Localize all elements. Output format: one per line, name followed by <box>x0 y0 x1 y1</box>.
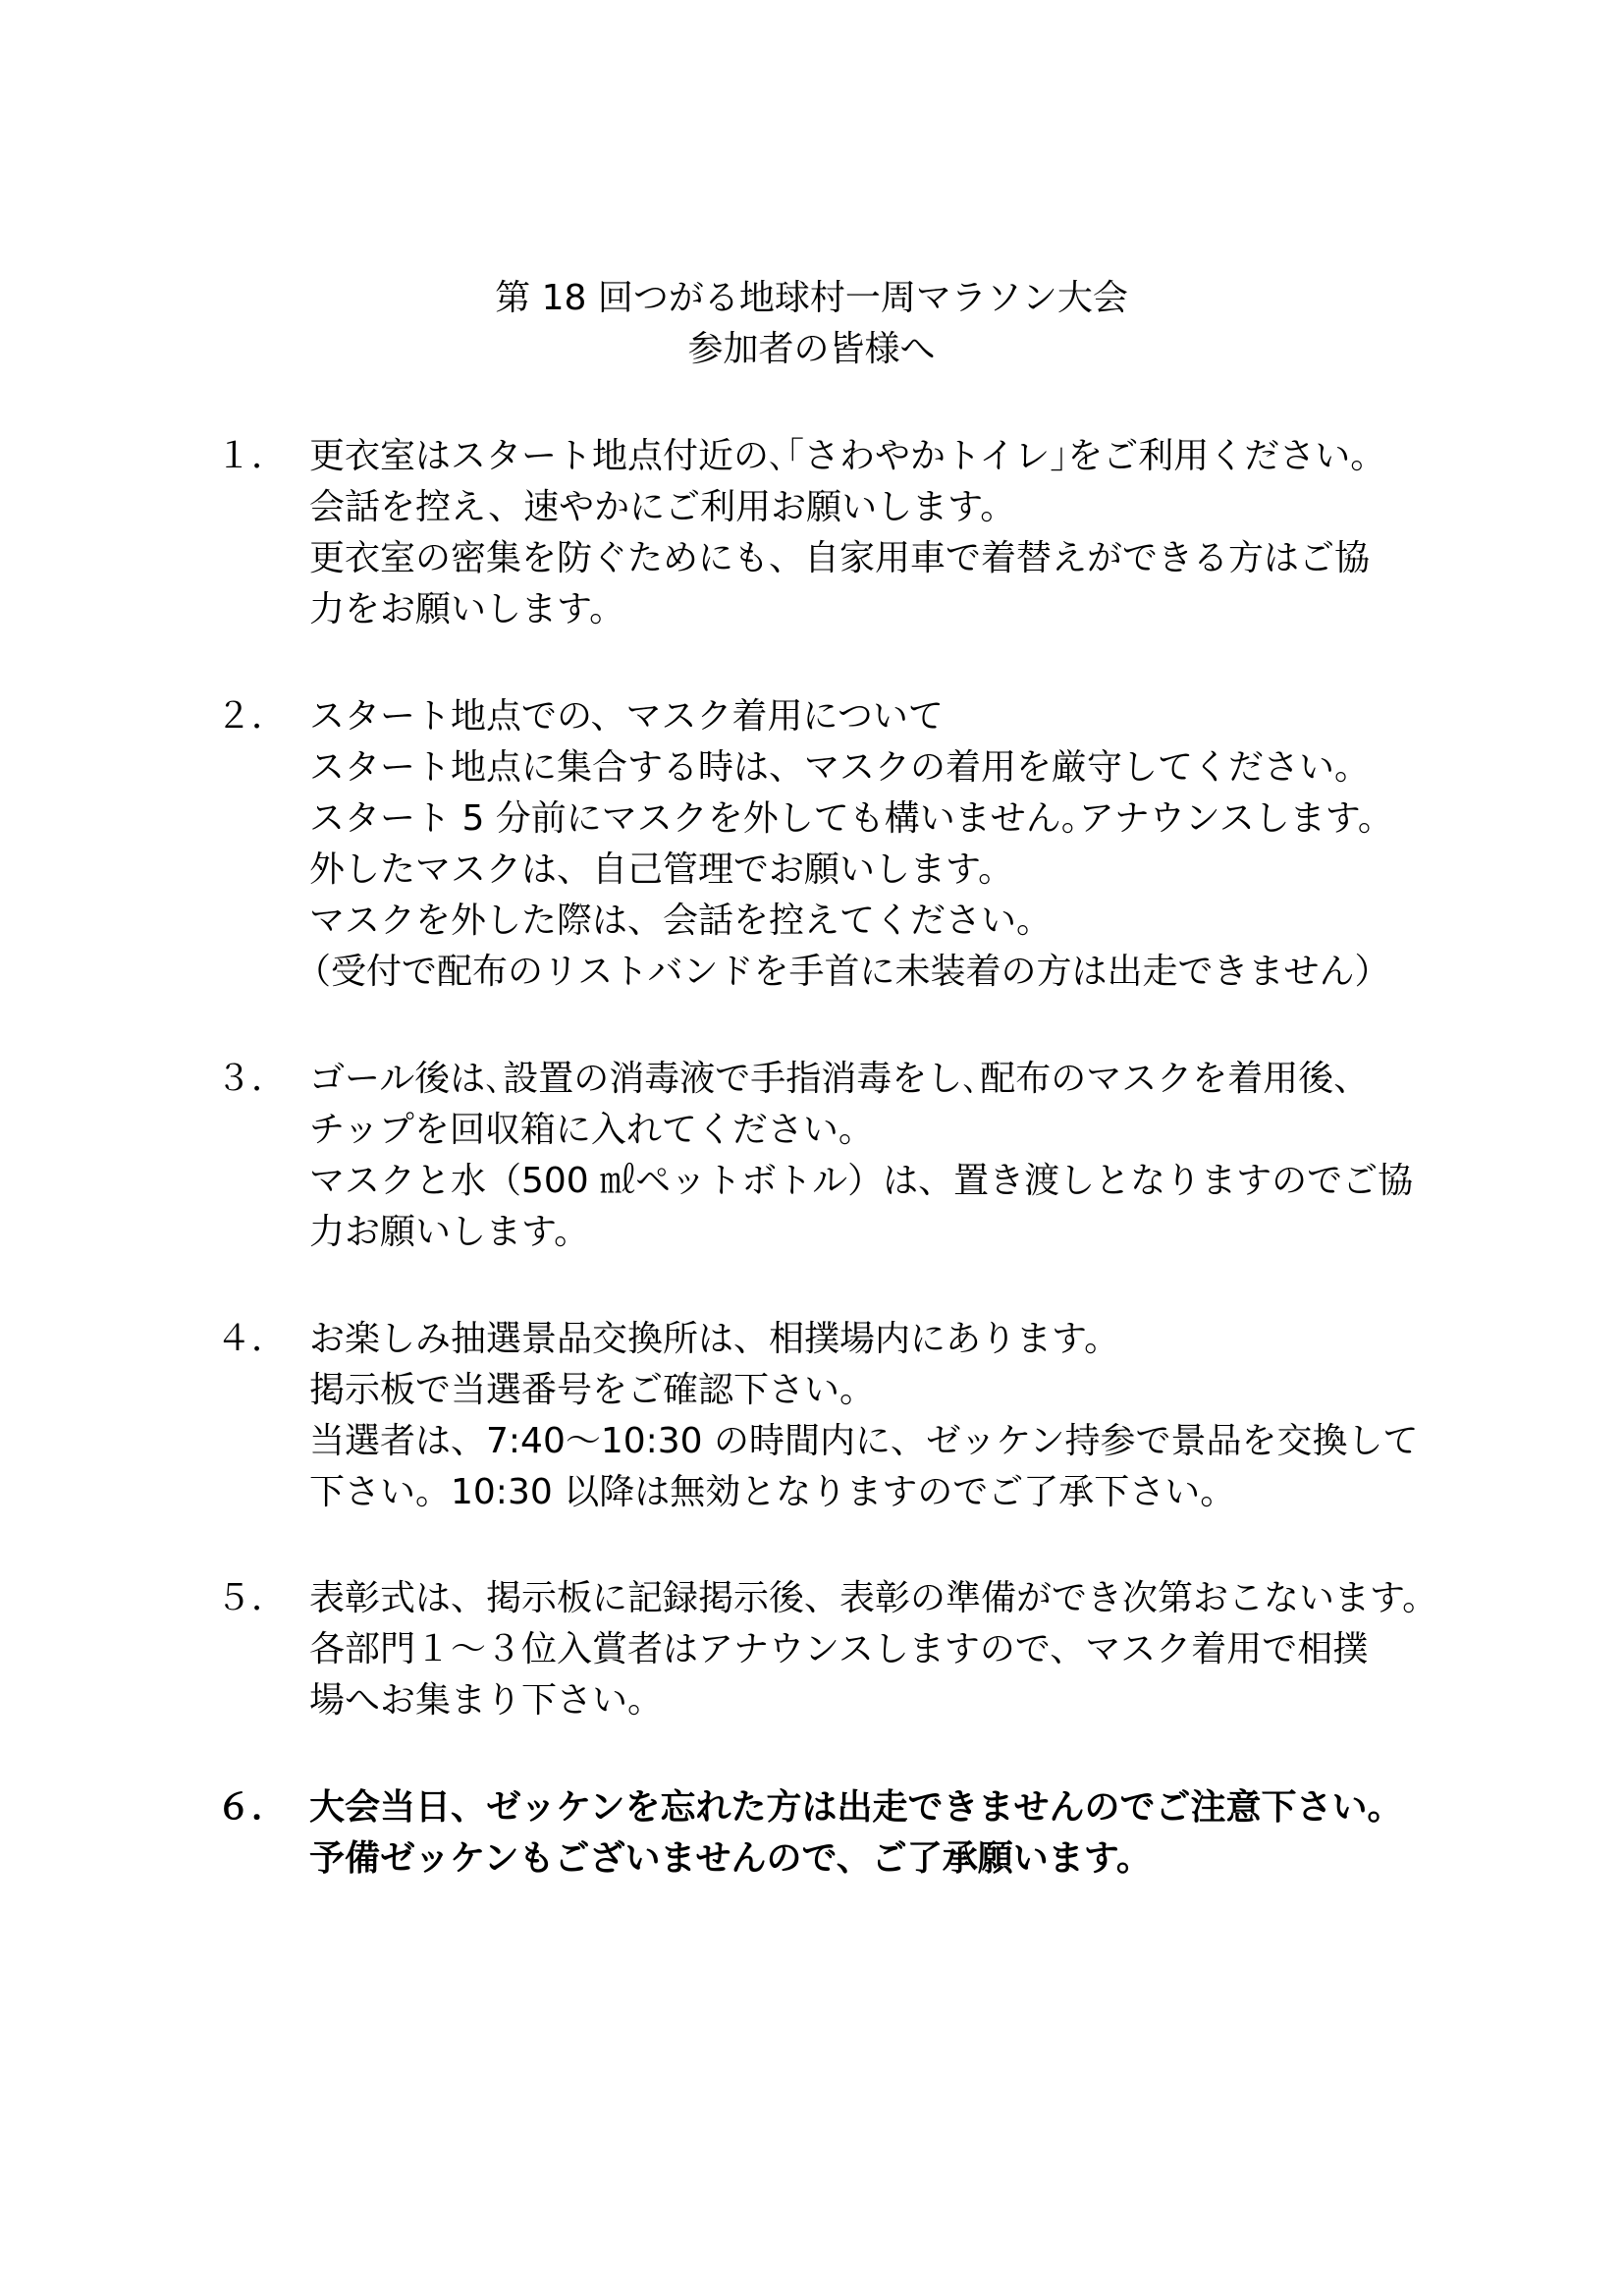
item-line: 更衣室の密集を防ぐためにも、自家用車で着替えができる方はご協 <box>309 538 1371 578</box>
item-line: チップを回収箱に入れてください。 <box>309 1110 874 1150</box>
item-number: ２． <box>216 696 288 737</box>
item-line: 予備ゼッケンもございませんので、ご了承願います。 <box>309 1838 1152 1879</box>
item-line: 大会当日、ゼッケンを忘れた方は出走できませんのでご注意下さい。 <box>309 1787 1403 1828</box>
item-line: 更衣室はスタート地点付近の､｢さわやかトイレ｣をご利用ください。 <box>309 436 1386 476</box>
item-number: １． <box>216 436 288 476</box>
item-line: 力お願いします。 <box>309 1212 590 1252</box>
item-line: 表彰式は、掲示板に記録掲示後、表彰の準備ができ次第おこないます。 <box>309 1578 1438 1618</box>
item-line: スタート 5 分前にマスクを外しても構いません｡アナウンスします。 <box>309 798 1393 839</box>
item-line: 当選者は、7:40～10:30 の時間内に、ゼッケン持参で景品を交換して <box>309 1421 1419 1461</box>
item-number: ４． <box>216 1319 288 1359</box>
item-line: 下さい。10:30 以降は無効となりますのでご了承下さい。 <box>309 1472 1236 1512</box>
item-number: ３． <box>216 1059 288 1099</box>
title-line-1: 第 18 回つがる地球村一周マラソン大会 <box>495 278 1128 318</box>
item-line: マスクを外した際は、会話を控えてください。 <box>309 901 1053 941</box>
document-title <box>0 273 1623 375</box>
item-line: 掲示板で当選番号をご確認下さい。 <box>309 1370 876 1410</box>
item-number: ６． <box>216 1787 288 1828</box>
item-line: スタート地点での、マスク着用について <box>309 696 944 737</box>
item-line: （受付で配布のリストバンドを手首に未装着の方は出走できません） <box>296 952 1390 992</box>
item-line: マスクと水（500 ㎖ペットボトル）は、置き渡しとなりますのでご協 <box>309 1161 1414 1201</box>
item-line: 各部門１～３位入賞者はアナウンスしますので、マスク着用で相撲 <box>309 1629 1369 1669</box>
item-line: お楽しみ抽選景品交換所は、相撲場内にあります。 <box>309 1319 1120 1359</box>
item-line: 場へお集まり下さい。 <box>309 1680 664 1721</box>
item-number: ５． <box>216 1578 288 1618</box>
item-line: 外したマスクは、自己管理でお願いします。 <box>309 849 1014 890</box>
item-line: スタート地点に集合する時は、マスクの着用を厳守してください。 <box>309 747 1371 788</box>
item-line: 会話を控え、速やかにご利用お願いします。 <box>309 487 1016 527</box>
title-line-2: 参加者の皆様へ <box>687 329 936 369</box>
item-line: ゴール後は､設置の消毒液で手指消毒をし､配布のマスクを着用後、 <box>309 1059 1370 1099</box>
item-line: 力をお願いします。 <box>309 589 625 629</box>
